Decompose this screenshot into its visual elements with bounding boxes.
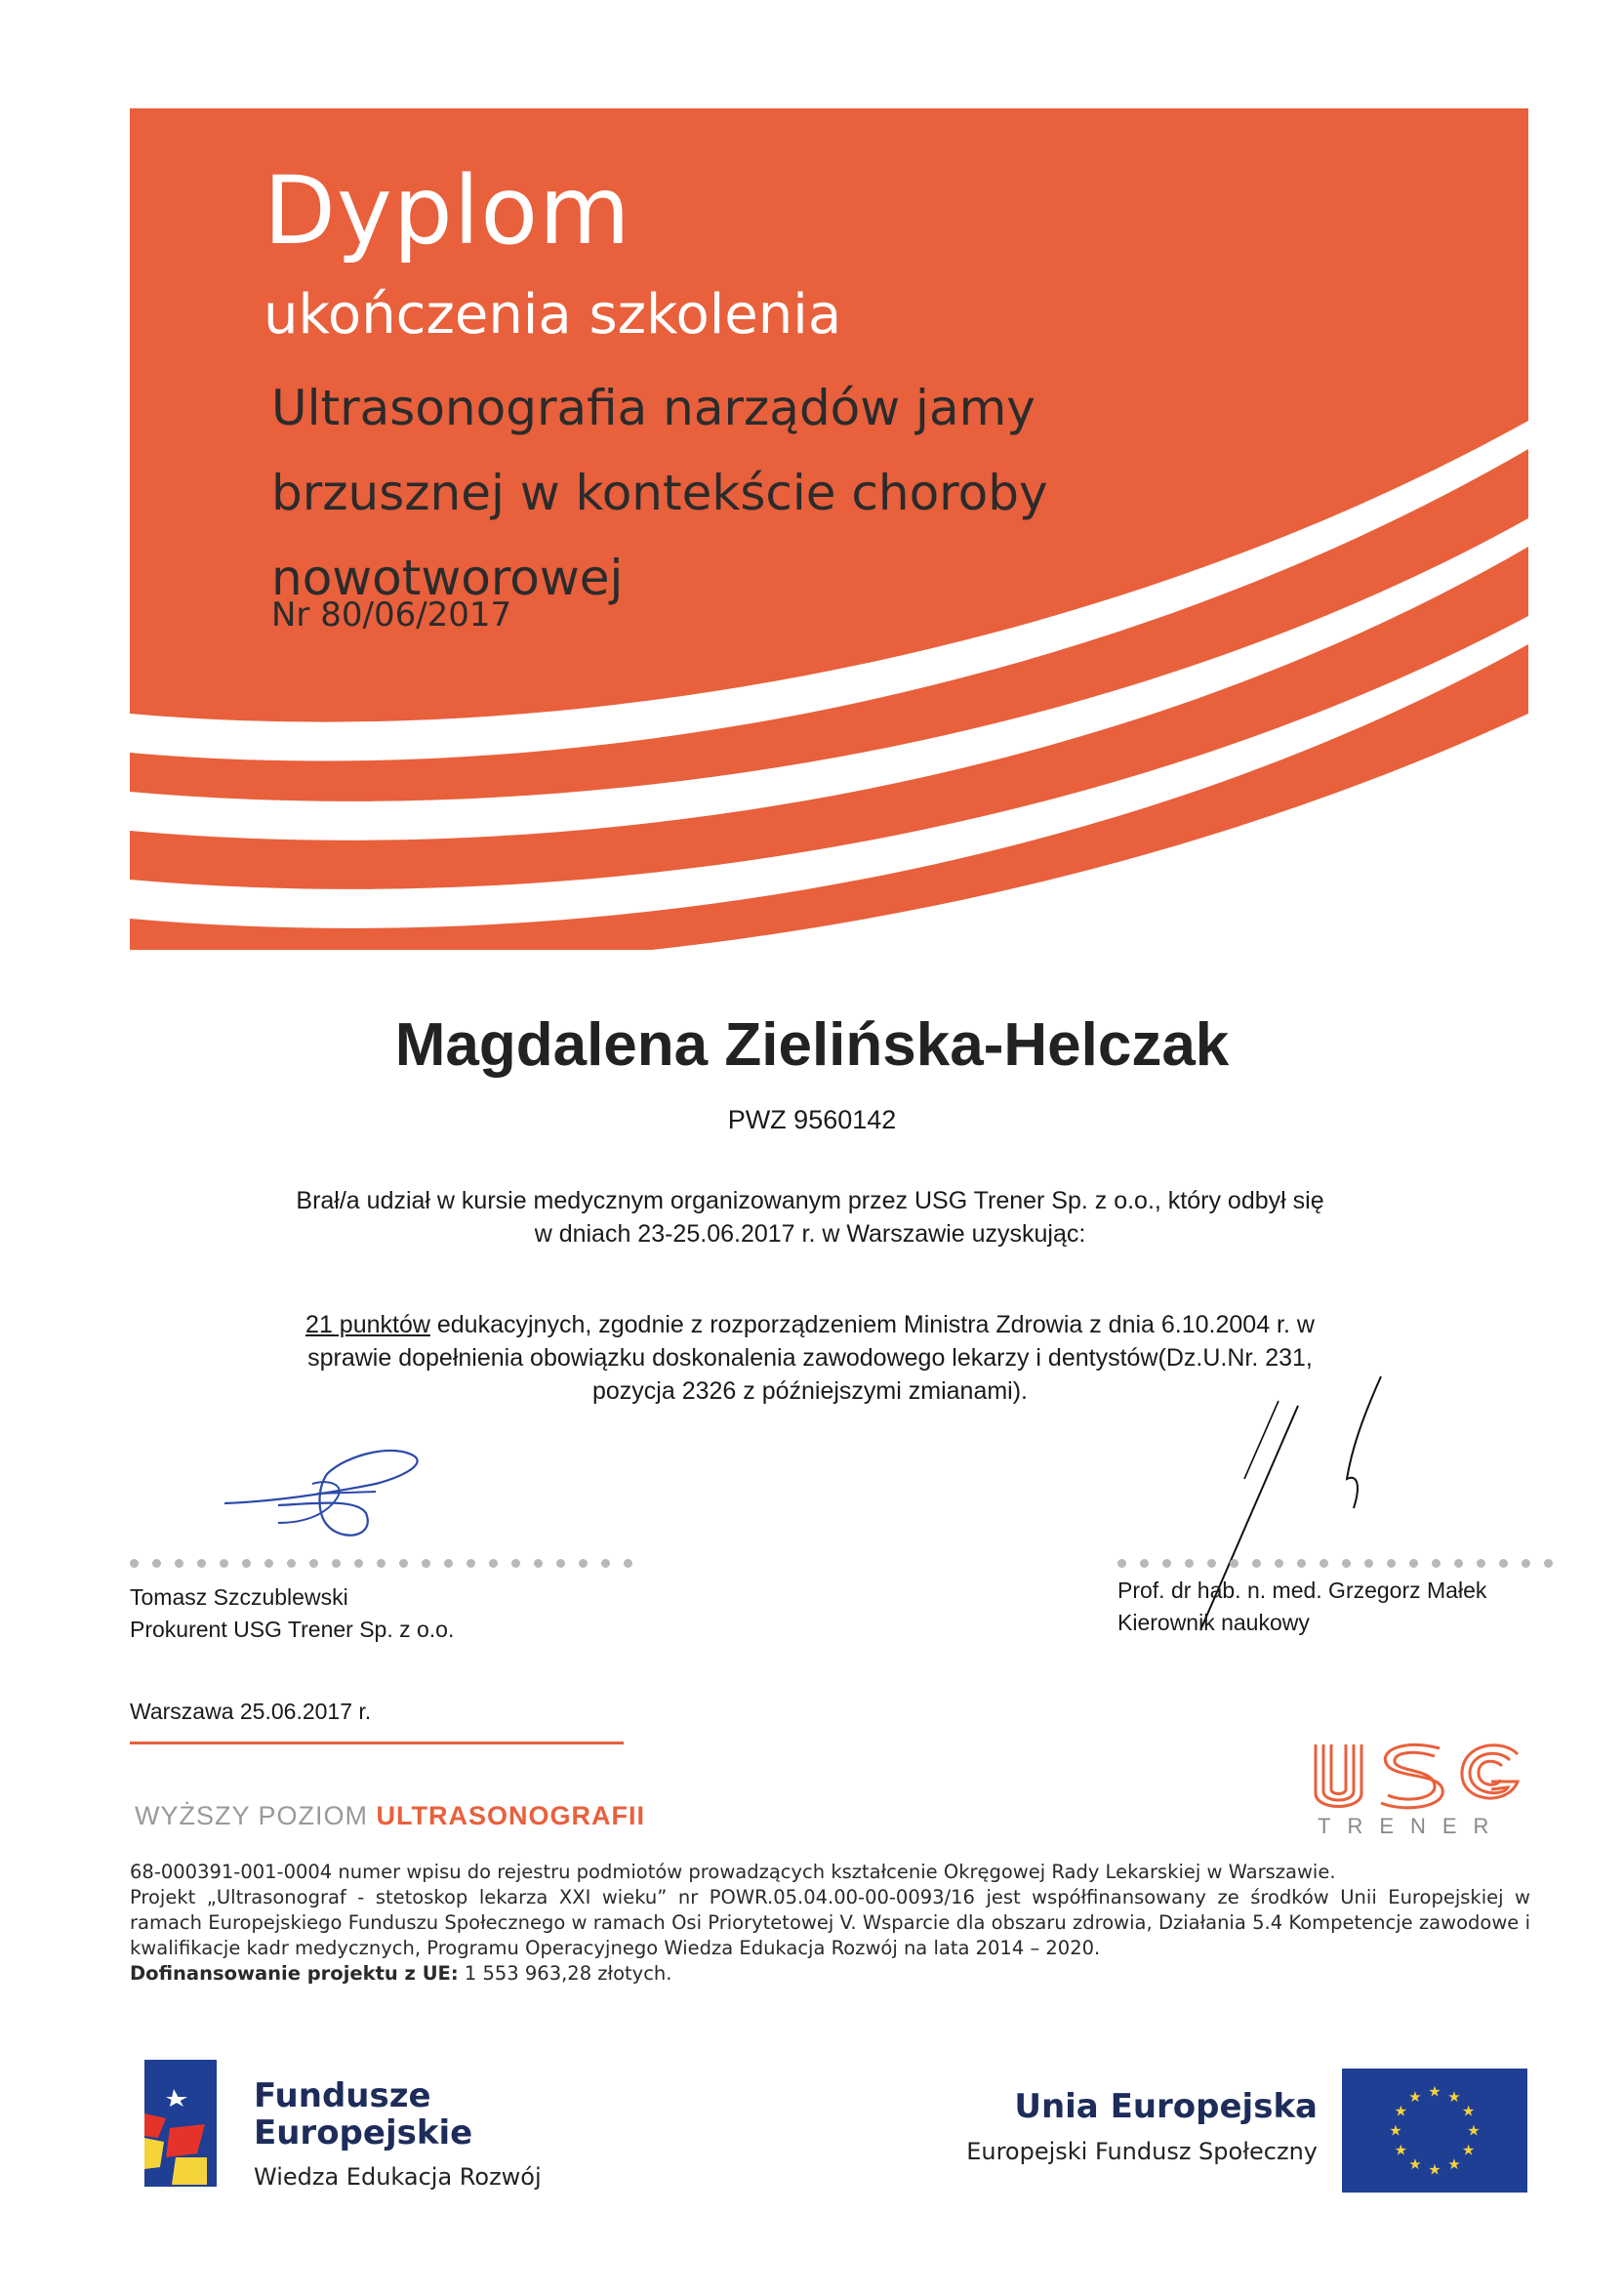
course-title [271, 366, 1198, 621]
participation-paragraph [215, 1184, 1405, 1250]
recipient-pwz: PWZ 9560142 [727, 1105, 897, 1134]
eu-star-icon: ★ [1447, 2087, 1461, 2106]
signature-line-right [1117, 1555, 1566, 1569]
course-title-line: brzusznej w kontekście choroby [271, 465, 1048, 521]
fundusze-europejskie-text [254, 2077, 542, 2191]
eu-star-icon: ★ [1408, 2087, 1422, 2106]
right-signatory-role: Kierownik naukowy [1117, 1610, 1310, 1635]
funding-amount [130, 1961, 1530, 1987]
signature-line-left [130, 1555, 646, 1569]
course-title-line: Ultrasonografia narządów jamy [271, 380, 1035, 436]
funding-label: Dofinansowanie projektu z UE: [130, 1962, 459, 1985]
fe-line: Fundusze [254, 2076, 431, 2115]
unia-europejska-text [908, 2087, 1318, 2165]
funding-value: 1 553 963,28 złotych. [458, 1962, 672, 1985]
divider [130, 1742, 624, 1744]
diploma-number: Nr 80/06/2017 [271, 595, 512, 635]
diploma-title: Dyplom [264, 156, 631, 266]
eu-star-icon: ★ [1394, 2102, 1408, 2120]
eu-star-icon: ★ [1428, 2082, 1441, 2101]
paragraph-line [215, 1308, 1405, 1341]
diploma-subtitle: ukończenia szkolenia [264, 283, 842, 347]
eu-star-icon: ★ [1389, 2121, 1402, 2140]
eu-star-icon: ★ [1461, 2141, 1476, 2159]
tagline [135, 1801, 645, 1831]
eu-star-icon: ★ [1461, 2102, 1476, 2120]
registry-number: 68-000391-001-0004 numer wpisu do rejestru podmiotów prowadzących kształcenie Okręgowej Rady Lekarskiej w Warszawie. [130, 1861, 1336, 1883]
fundusze-europejskie-logo [137, 2060, 244, 2187]
eu-star-icon: ★ [1394, 2141, 1408, 2159]
paragraph-line: w dniach 23-25.06.2017 r. w Warszawie uzyskując: [534, 1220, 1086, 1248]
left-signatory-name: Tomasz Szczublewski [130, 1584, 348, 1610]
left-handwritten-signature [220, 1445, 434, 1557]
eu-star-icon: ★ [1467, 2121, 1481, 2140]
fe-line: Europejskie [254, 2113, 473, 2152]
left-signatory-role: Prokurent USG Trener Sp. z o.o. [130, 1617, 455, 1642]
eu-flag-icon [1342, 2069, 1527, 2193]
left-signatory [130, 1581, 454, 1646]
paragraph-line: sprawie dopełnienia obowiązku doskonalenia zawodowego lekarzy i dentystów(Dz.U.Nr. 231, [307, 1344, 1313, 1372]
usg-trener-wordmark: TRENER [1318, 1814, 1506, 1838]
course-title-line: nowotworowej [271, 550, 624, 606]
eu-star-icon: ★ [1408, 2155, 1422, 2174]
paragraph-line: Brał/a udział w kursie medycznym organizowanym przez USG Trener Sp. z o.o., który odbył się [296, 1187, 1324, 1214]
tagline-text: WYŻSZY POZIOM [135, 1801, 377, 1830]
tagline-highlight: ULTRASONOGRAFII [376, 1801, 645, 1830]
place-and-date: Warszawa 25.06.2017 r. [130, 1699, 372, 1724]
ue-fund: Europejski Fundusz Społeczny [966, 2138, 1318, 2165]
fe-program: Wiedza Edukacja Rozwój [254, 2163, 542, 2191]
project-funding-text: Projekt „Ultrasonograf - stetoskop lekarza XXI wieku” nr POWR.05.04.00-00-0093/16 jest współfinansowany ze środków Unii Europejskiej w ramach Europejskiego Funduszu Społecznego w ramach Osi Priorytetowej V. Wsparcie dla obszaru zdrowia, Działania 5.4 Kompetencje zawodowe i kwalifikacje kadr medycznych, Programu Operacyjnego Wiedza Edukacja Rozwój na lata 2014 – 2020. [130, 1886, 1530, 1959]
paragraph-text: edukacyjnych, zgodnie z rozporządzeniem Ministra Zdrowia z dnia 6.10.2004 r. w [429, 1311, 1315, 1338]
points-count: 21 punktów [305, 1311, 430, 1338]
paragraph-line: pozycja 2326 z późniejszymi zmianami). [591, 1377, 1028, 1405]
right-signatory [1117, 1575, 1486, 1639]
right-signatory-name: Prof. dr hab. n. med. Grzegorz Małek [1117, 1578, 1487, 1603]
eu-star-icon: ★ [1428, 2160, 1441, 2179]
recipient-name: Magdalena Zielińska-Helczak [394, 1011, 1230, 1079]
eu-star-icon: ★ [1447, 2155, 1461, 2174]
ue-title: Unia Europejska [1014, 2087, 1318, 2126]
legal-notice [130, 1860, 1530, 1987]
